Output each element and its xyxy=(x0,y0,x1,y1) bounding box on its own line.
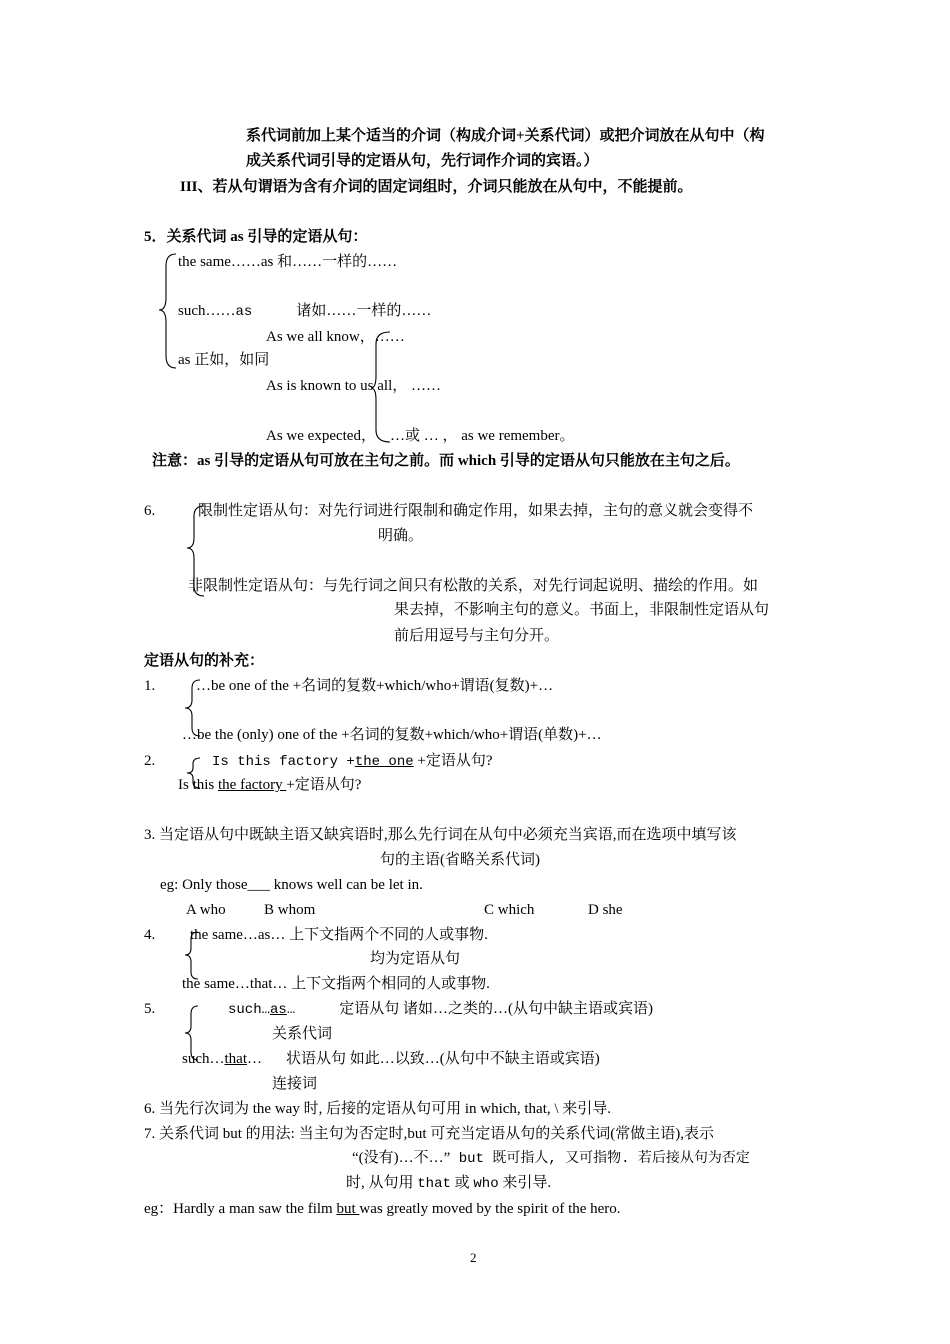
example-2-a: eg：Hardly a man saw the film xyxy=(144,1201,337,1217)
example-1-b: knows well can be let in. xyxy=(270,877,423,893)
section-5-brace xyxy=(158,252,178,372)
supp-item-5-line-b xyxy=(182,1049,600,1069)
line3-e: 来引导. xyxy=(498,1175,552,1191)
such-b-dots: … xyxy=(247,1051,262,1067)
the-one: the one xyxy=(354,754,414,770)
supp-item-3-line-1: 3. 当定语从句中既缺主语又缺宾语时,那么先行词在从句中必须充当宾语,而在选项中填写该 xyxy=(144,827,737,843)
example-1-blank: ___ xyxy=(247,877,270,893)
such-a-dots: … xyxy=(286,1002,296,1018)
as-example-1: As we all know，…… xyxy=(266,329,405,345)
supp-item-4-line-a: the same…as… 上下文指两个不同的人或事物. xyxy=(190,927,488,943)
nonrestrictive-line-1: 非限制性定语从句：与先行词之间只有松散的关系，对先行词起说明、描绘的作用。如 xyxy=(188,578,759,594)
intro-line-1: 系代词前加上某个适当的介词（构成介词+关系代词）或把介词放在从句中（构 xyxy=(246,128,765,144)
option-b: B whom xyxy=(264,902,316,918)
example-2 xyxy=(144,1199,621,1219)
such-that-meaning: 状语从句 如此…以致…(从句中不缺主语或宾语) xyxy=(286,1051,600,1067)
as-same-line: the same……as 和……一样的…… xyxy=(178,254,398,270)
quote-meaning: “(没有)…不…” xyxy=(352,1150,451,1166)
example-2-answer: but xyxy=(336,1201,360,1217)
supp-item-2-line-b xyxy=(178,775,361,795)
section-6-number: 6. xyxy=(144,503,156,519)
restrictive-line-1: 限制性定语从句：对先行词进行限制和确定作用，如果去掉，主句的意义就会变得不 xyxy=(198,503,754,519)
supp-item-2-number: 2. xyxy=(144,753,156,769)
such-as-meaning: 定语从句 诸如…之类的…(从句中缺主语或宾语) xyxy=(339,1001,653,1017)
option-d: D she xyxy=(588,902,623,918)
as-example-3-b: …或 … ， as we remember。 xyxy=(389,428,575,444)
as-example-2: As is known to us all， …… xyxy=(266,378,442,394)
supp-item-4-middle: 均为定语从句 xyxy=(370,951,461,967)
but-usage: but 既可指人, 又可指物. 若后接从句为否定 xyxy=(450,1151,750,1167)
such-meaning: 诸如……一样的…… xyxy=(296,303,432,319)
intro-line-2: 成关系代词引导的定语从句，先行词作介词的宾语。） xyxy=(246,153,599,169)
such-word: such…… xyxy=(178,303,236,319)
page-number: 2 xyxy=(470,1250,477,1265)
line3-a: 时, 从句用 xyxy=(346,1175,418,1191)
example-2-b: was greatly moved by the spirit of the hero. xyxy=(359,1201,621,1217)
nonrestrictive-line-2: 果去掉，不影响主句的意义。书面上，非限制性定语从句 xyxy=(394,602,770,618)
supp-item-1-line-b: …be the (only) one of the +名词的复数+which/who+谓语(单数)+… xyxy=(182,727,602,743)
such-b: such… xyxy=(182,1051,225,1067)
supp-item-1-number: 1. xyxy=(144,678,156,694)
is-this-factory: Is this factory + xyxy=(212,754,355,770)
supp-item-5-line-a xyxy=(228,999,653,1020)
such-as-word: as xyxy=(235,304,253,320)
as-example-3 xyxy=(266,426,575,446)
example-1 xyxy=(160,875,423,895)
nonrestrictive-line-3: 前后用逗号与主句分开。 xyxy=(394,628,560,644)
supp-item-5-number: 5. xyxy=(144,1001,156,1017)
intro-line-3: III、若从句谓语为含有介词的固定词组时，介词只能放在从句中，不能提前。 xyxy=(180,179,693,195)
supp-item-7-line-2 xyxy=(352,1148,750,1169)
such-a: such… xyxy=(228,1002,271,1018)
section-5-title: 5．关系代词 as 引导的定语从句： xyxy=(144,229,368,245)
clause-suffix-a: +定语从句? xyxy=(413,753,493,769)
as-such-line xyxy=(178,301,431,322)
is-this: Is this xyxy=(178,777,219,793)
supp-item-7-line-1: 7. 关系代词 but 的用法: 当主句为否定时,but 可充当定语从句的关系代词(常做主语),表示 xyxy=(144,1126,714,1142)
supp-item-2-line-a xyxy=(212,751,493,772)
supp-item-3-line-2: 句的主语(省略关系代词) xyxy=(380,852,540,868)
supp-item-4-number: 4. xyxy=(144,927,156,943)
supp-item-4-line-b: the same…that… 上下文指两个相同的人或事物. xyxy=(182,976,490,992)
as-word: as xyxy=(270,1002,287,1018)
as-meaning-line: as 正如，如同 xyxy=(178,352,270,368)
restrictive-line-2: 明确。 xyxy=(378,528,424,544)
supp-item-1-line-a: …be one of the +名词的复数+which/who+谓语(复数)+… xyxy=(196,678,554,694)
supp-item-7-line-3 xyxy=(346,1173,551,1194)
option-a: A who xyxy=(186,902,226,918)
section-5-note: 注意：as 引导的定语从句可放在主句之前。而 which 引导的定语从句只能放在主句之后。 xyxy=(152,453,740,469)
clause-suffix-b: +定语从句? xyxy=(286,777,362,793)
conjunction-label: 连接词 xyxy=(272,1076,318,1092)
who-keyword: who xyxy=(473,1176,499,1192)
supplement-title: 定语从句的补充： xyxy=(144,653,265,669)
as-example-3-a: As we expected， xyxy=(266,428,376,444)
the-factory: the factory xyxy=(218,777,287,793)
relative-pronoun-label: 关系代词 xyxy=(272,1026,333,1042)
option-c: C which xyxy=(484,902,535,918)
line3-c: 或 xyxy=(450,1175,474,1191)
supp-item-6: 6. 当先行次词为 the way 时, 后接的定语从句可用 in which, that, \ 来引导. xyxy=(144,1101,612,1117)
that-word: that xyxy=(224,1051,247,1067)
that-keyword: that xyxy=(417,1176,451,1192)
example-1-a: eg: Only those xyxy=(160,877,248,893)
